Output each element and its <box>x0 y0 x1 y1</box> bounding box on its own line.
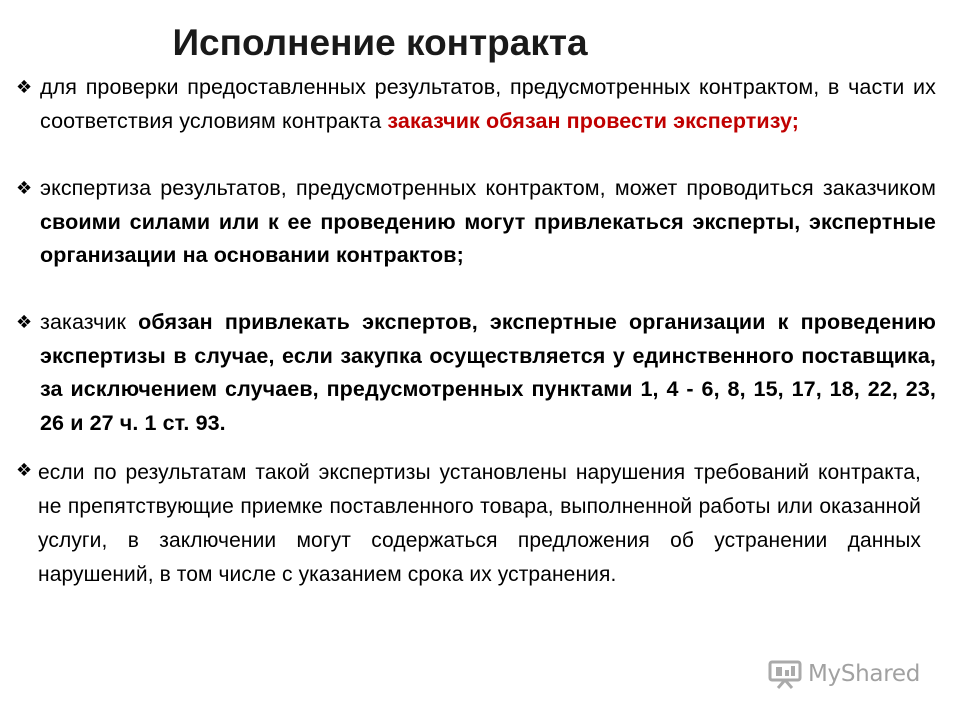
bullet-text: заказчик <box>40 310 139 334</box>
diamond-bullet-icon: ❖ <box>16 312 33 332</box>
bullet-emphasis-bold: обязан привлекать экспертов, экспертные организации к проведению экспертизы в случае, если закупка осуществляется у единственного поставщика, за исключением случаев, предусмотренных пунктами 1, 4 - 6, 8, 15, 17, 18, 22, 23, 26 и 27 ч. 1 ст. 93. <box>40 310 936 435</box>
list-item <box>16 306 936 440</box>
presentation-board-icon <box>768 659 802 689</box>
bullet-text: экспертиза результатов, предусмотренных контрактом, может проводиться заказчиком <box>40 176 936 200</box>
diamond-bullet-icon: ❖ <box>16 77 33 97</box>
list-item <box>16 71 936 138</box>
list-item <box>16 456 921 592</box>
bullet-emphasis-bold: своими силами или к ее проведению могут привлекаться эксперты, экспертные организации на основании контрактов; <box>40 209 936 267</box>
page-title: Исполнение контракта <box>172 22 588 63</box>
list-item <box>16 172 936 273</box>
bullet-text: если по результатам такой экспертизы установлены нарушения требований контракта, не препятствующие приемке поставленного товара, выполненной работы или оказанной услуги, в заключении могут содержаться предложения об устранении данных нарушений, в том числе с указанием срока их устранения. <box>38 461 921 586</box>
bullet-emphasis-red: заказчик обязан провести экспертизу; <box>387 108 800 133</box>
watermark-text: MyShared <box>808 661 921 687</box>
diamond-bullet-icon: ❖ <box>16 460 33 480</box>
bullet-text: для проверки предоставленных результатов, предусмотренных контрактом, в части их соответствия условиям контракта <box>40 75 936 133</box>
watermark-logo <box>768 656 928 692</box>
diamond-bullet-icon: ❖ <box>16 178 33 198</box>
